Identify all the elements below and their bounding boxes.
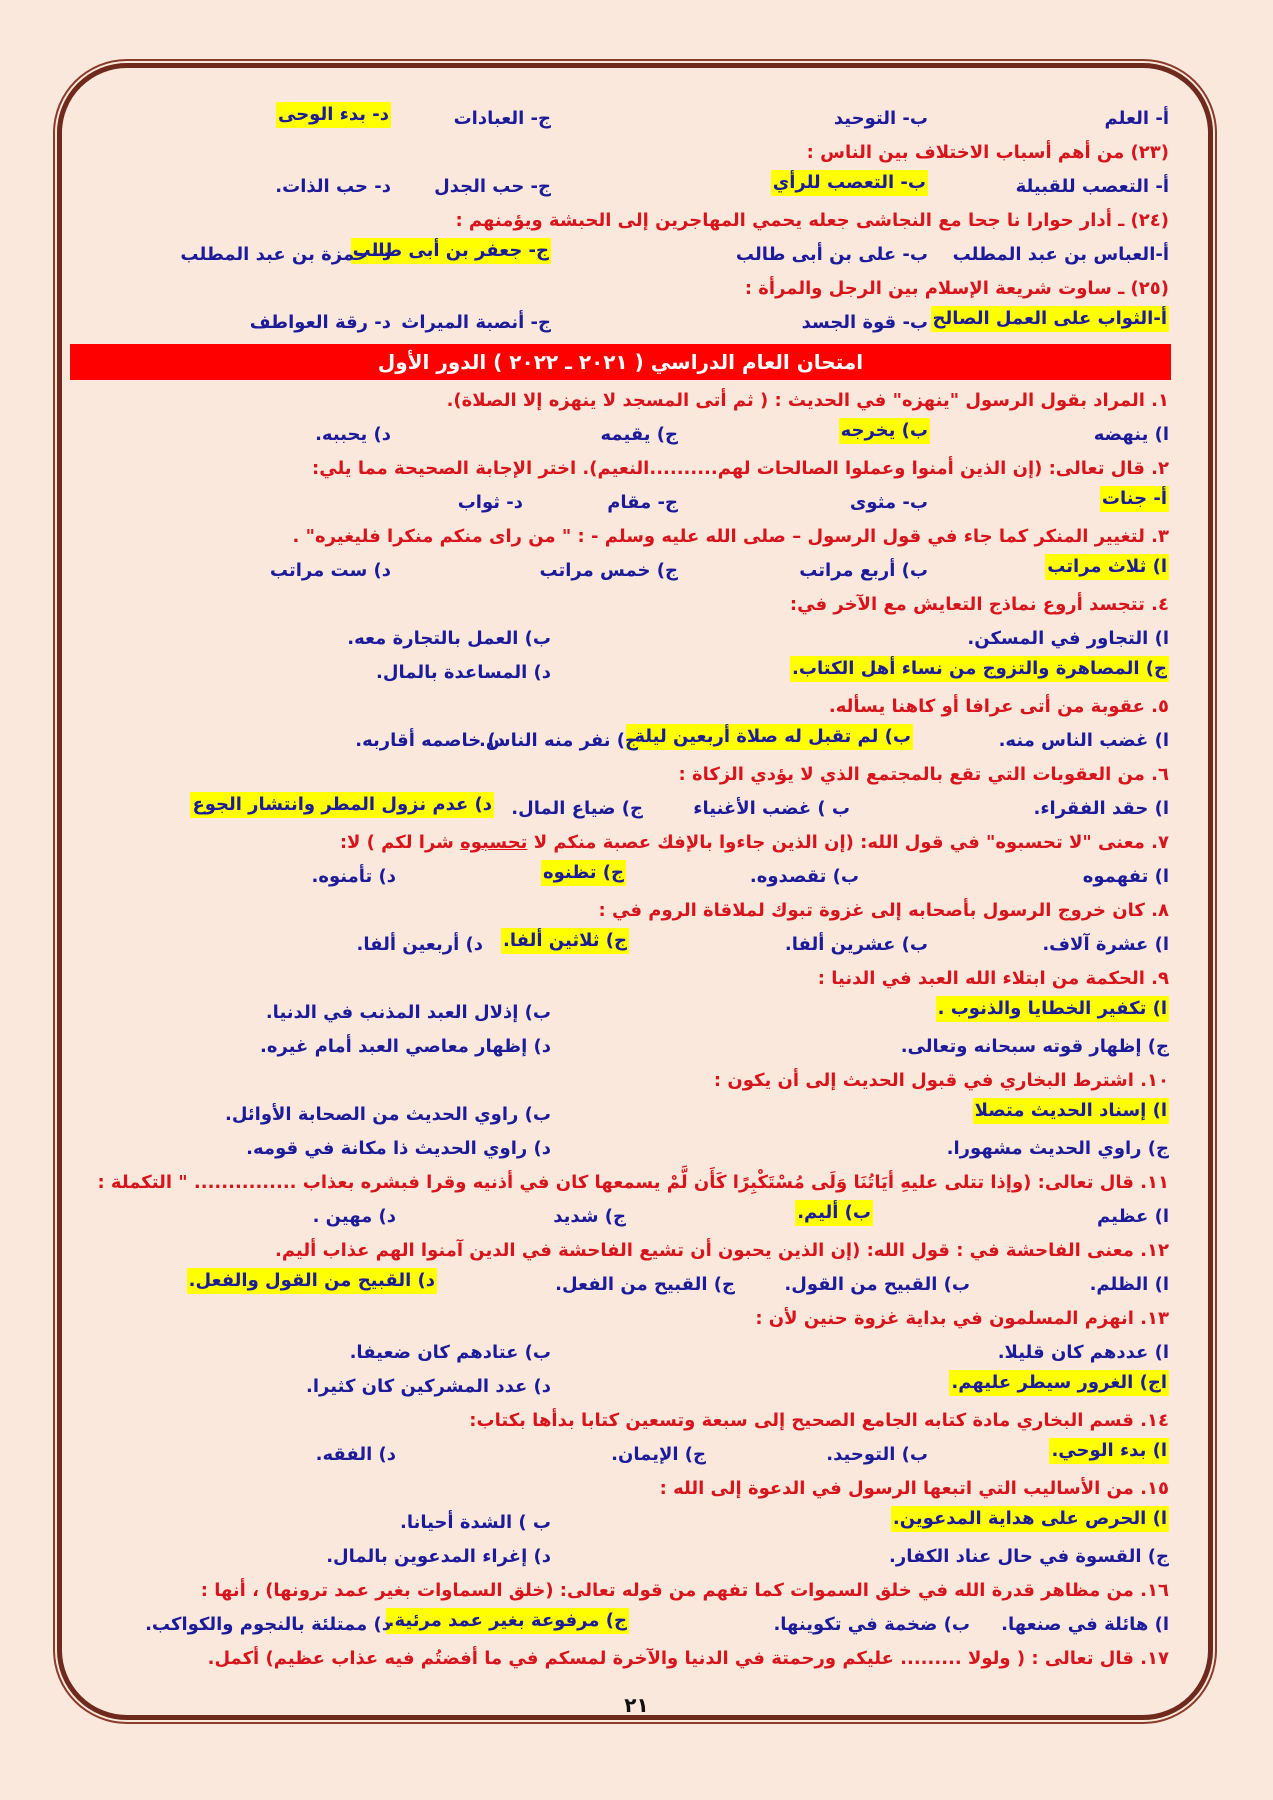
- answer-option[interactable]: ب- قوة الجسد: [801, 312, 928, 333]
- question-text: (٢٣) من أهم أسباب الاختلاف بين الناس :: [806, 142, 1169, 163]
- answer-option[interactable]: ج) المصاهرة والتزوج من نساء أهل الكتاب.: [790, 656, 1169, 682]
- question-text: [70, 826, 1169, 860]
- question-text: ٥. عقوبة من أتى عرافا أو كاهنا يسأله.: [828, 696, 1169, 717]
- answer-option[interactable]: ا) الحرص على هداية المدعوين.: [891, 1506, 1169, 1532]
- question-text: ١٦. من مظاهر قدرة الله في خلق السموات كما تفهم من قوله تعالى: (خلق السماوات بغير عمد ترونها) ، أنها :: [200, 1580, 1169, 1601]
- question-text: (٢٤) ـ أدار حوارا نا جحا مع النجاشى جعله يحمي المهاجرين إلى الحبشة ويؤمنهم :: [455, 210, 1169, 231]
- answer-option[interactable]: ا) غضب الناس منه.: [998, 730, 1169, 751]
- page-number: ٢١: [624, 1693, 649, 1717]
- question-text-part: ٧. معنى "لا تحسبوه" في قول الله: (إن الذين جاءوا بالإفك عصبة منكم لا: [527, 832, 1169, 853]
- answer-option[interactable]: ج) ضياع المال.: [511, 798, 643, 819]
- question-text: ١٢. معنى الفاحشة في : قول الله: (إن الذين يحبون أن تشيع الفاحشة في الدين آمنوا الهم عذاب أليم.: [275, 1240, 1169, 1261]
- answer-option[interactable]: ا) عظيم: [1097, 1206, 1169, 1227]
- question-text: (٢٥) ـ ساوت شريعة الإسلام بين الرجل والمرأة :: [744, 278, 1169, 299]
- options-row: [70, 238, 1169, 272]
- answer-option[interactable]: ج) نفر منه الناس.: [478, 730, 638, 751]
- answer-option[interactable]: د- حب الذات.: [275, 176, 391, 197]
- answer-option[interactable]: ا) بدء الوحي.: [1049, 1438, 1169, 1464]
- answer-option[interactable]: د) راوي الحديث ذا مكانة في قومه.: [246, 1138, 551, 1159]
- answer-option[interactable]: ج) مرفوعة بغير عمد مرئية.: [386, 1608, 629, 1634]
- options-row: [70, 554, 1169, 588]
- options-row: [70, 656, 1169, 690]
- answer-option[interactable]: ج) القبيح من الفعل.: [555, 1274, 735, 1295]
- options-row: [70, 1268, 1169, 1302]
- question-text: ١١. قال تعالى: (وإذا تتلى عليهِ أيَاتُنَا وَلَى مُسْتَكْبِرًا كَأَن لَّمْ يسمعها كان في أذنيه وقرا فبشره بعذاب ............... " التكملة :: [97, 1172, 1169, 1193]
- answer-option[interactable]: د- حمزة بن عبد المطلب: [180, 244, 391, 265]
- answer-option[interactable]: ب ) غضب الأغنياء: [693, 798, 850, 819]
- answer-option[interactable]: أ- التعصب للقبيلة: [1015, 176, 1169, 197]
- options-row: [70, 1540, 1169, 1574]
- answer-option[interactable]: ا) حقد الفقراء.: [1033, 798, 1169, 819]
- question-text: ١٠. اشترط البخاري في قبول الحديث إلى أن يكون :: [713, 1070, 1169, 1091]
- answer-option[interactable]: أ- العلم: [1104, 108, 1169, 129]
- options-row: [70, 724, 1169, 758]
- answer-option[interactable]: ا) ينهضه: [1093, 424, 1169, 445]
- answer-option[interactable]: ب) القبيح من القول.: [784, 1274, 970, 1295]
- answer-option[interactable]: ب) عتادهم كان ضعيفا.: [349, 1342, 551, 1363]
- answer-option[interactable]: ج) راوي الحديث مشهورا.: [946, 1138, 1169, 1159]
- answer-option[interactable]: د) المساعدة بالمال.: [376, 662, 551, 683]
- options-row: [70, 1608, 1169, 1642]
- answer-option[interactable]: د) خاصمه أقاربه.: [355, 730, 505, 751]
- answer-option[interactable]: ج- حب الجدل: [434, 176, 551, 197]
- answer-option[interactable]: ب) يخرجه: [839, 418, 930, 444]
- answer-option[interactable]: ج) القسوة في حال عناد الكفار.: [889, 1546, 1169, 1567]
- options-row: [70, 486, 1169, 520]
- answer-option[interactable]: أ-العباس بن عبد المطلب: [952, 244, 1169, 265]
- answer-option[interactable]: ب- على بن أبى طالب: [735, 244, 928, 265]
- answer-option[interactable]: ب- مثوى: [849, 492, 928, 513]
- answer-option[interactable]: أ-الثواب على العمل الصالح: [931, 306, 1170, 332]
- answer-option[interactable]: د) تأمنوه.: [311, 866, 396, 887]
- question-text: ٦. من العقوبات التي تقع بالمجتمع الذي لا يؤدي الزكاة :: [678, 764, 1169, 785]
- answer-option[interactable]: د- بدء الوحى: [276, 102, 391, 128]
- options-row: [70, 102, 1169, 136]
- options-row: [70, 1336, 1169, 1370]
- answer-option[interactable]: ا) تفهموه: [1082, 866, 1169, 887]
- question-text: ١٧. قال تعالى : ( ولولا ......... عليكم ورحمتة في الدنيا والآخرة لمسكم في ما أفضتُم فيه عذاب عظيم) أكمل.: [207, 1648, 1169, 1669]
- answer-option[interactable]: ب) عشرين ألفا.: [784, 934, 928, 955]
- answer-option[interactable]: ج) شديد: [553, 1206, 626, 1227]
- answer-option[interactable]: د) عدم نزول المطر وانتشار الجوع: [190, 792, 494, 818]
- question-text: ٨. كان خروج الرسول بأصحابه إلى غزوة تبوك لملاقاة الروم في :: [598, 900, 1169, 921]
- options-row: [70, 1370, 1169, 1404]
- answer-option[interactable]: د) ممتلئة بالنجوم والكواكب.: [145, 1614, 391, 1635]
- answer-option[interactable]: ب) ضخمة في تكوينها.: [773, 1614, 970, 1635]
- answer-option[interactable]: ج) ثلاثين ألفا.: [501, 928, 629, 954]
- question-text: ٤. تتجسد أروع نماذج التعايش مع الآخر في:: [789, 594, 1169, 615]
- options-row: [70, 1438, 1169, 1472]
- answer-option[interactable]: د- ثواب: [457, 492, 523, 513]
- question-text: ١٣. انهزم المسلمون في بداية غزوة حنين لأن :: [755, 1308, 1169, 1329]
- answer-option[interactable]: ج) يقيمه: [600, 424, 678, 445]
- answer-option[interactable]: د) إظهار معاصي العبد أمام غيره.: [260, 1036, 551, 1057]
- options-row: [70, 928, 1169, 962]
- underlined-word: تحسبوه: [460, 832, 528, 853]
- answer-option[interactable]: د) أربعين ألفا.: [356, 934, 483, 955]
- answer-option[interactable]: ج- أنصبة الميراث: [401, 312, 551, 333]
- options-row: [70, 1506, 1169, 1540]
- answer-option[interactable]: ب) تقصدوه.: [749, 866, 859, 887]
- answer-option[interactable]: ا) إسناد الحديث متصلا: [973, 1098, 1169, 1124]
- answer-option[interactable]: د) ست مراتب: [269, 560, 391, 581]
- options-row: [70, 622, 1169, 656]
- answer-option[interactable]: ب) لم تقبل له صلاة أربعين ليلة.: [626, 724, 913, 750]
- answer-option[interactable]: ج) إظهار قوته سبحانه وتعالى.: [900, 1036, 1169, 1057]
- answer-option[interactable]: ج) الإيمان.: [611, 1444, 706, 1465]
- answer-option[interactable]: ج- مقام: [607, 492, 678, 513]
- answer-option[interactable]: ب) العمل بالتجارة معه.: [347, 628, 551, 649]
- answer-option[interactable]: د) يحببه.: [315, 424, 391, 445]
- answer-option[interactable]: ب) إذلال العبد المذنب في الدنيا.: [265, 1002, 551, 1023]
- options-row: [70, 1200, 1169, 1234]
- options-row: [70, 418, 1169, 452]
- answer-option[interactable]: ج- العبادات: [453, 108, 551, 129]
- answer-option[interactable]: ا) عشرة آلاف.: [1042, 934, 1169, 955]
- answer-option[interactable]: ا) عددهم كان قليلا.: [997, 1342, 1169, 1363]
- question-text: ١٤. قسم البخاري مادة كتابه الجامع الصحيح إلى سبعة وتسعين كتابا بدأها بكتاب:: [469, 1410, 1169, 1431]
- question-text: ٩. الحكمة من ابتلاء الله العبد في الدنيا :: [817, 968, 1169, 989]
- answer-option[interactable]: ا) تكفير الخطايا والذنوب .: [936, 996, 1169, 1022]
- answer-option[interactable]: ب) راوي الحديث من الصحابة الأوائل.: [225, 1104, 551, 1125]
- options-row: [70, 1030, 1169, 1064]
- answer-option[interactable]: ج) تظنوه: [541, 860, 626, 886]
- answer-option[interactable]: ج- جعفر بن أبى طالب: [351, 238, 551, 264]
- answer-option[interactable]: د) عدد المشركين كان كثيرا.: [306, 1376, 551, 1397]
- answer-option[interactable]: اج) الغرور سيطر عليهم.: [949, 1370, 1169, 1396]
- answer-option[interactable]: ا) التجاور في المسكن.: [967, 628, 1169, 649]
- answer-option[interactable]: ج) خمس مراتب: [539, 560, 678, 581]
- answer-option[interactable]: ب ) الشدة أحيانا.: [400, 1512, 551, 1533]
- question-text: ١. المراد بقول الرسول "ينهزه" في الحديث : ( ثم أتى المسجد لا ينهزه إلا الصلاة).: [446, 390, 1169, 411]
- question-text: ٢. قال تعالى: (إن الذين أمنوا وعملوا الصالحات لهم..........النعيم). اختر الإجابة الصحيحة مما يلي:: [312, 458, 1169, 479]
- answer-option[interactable]: ا) ثلاث مراتب: [1045, 554, 1169, 580]
- answer-option[interactable]: أ- جنات: [1100, 486, 1169, 512]
- question-text: ٣. لتغيير المنكر كما جاء في قول الرسول – صلى الله عليه وسلم - : " من راى منكم منكرا فليغيره" .: [292, 526, 1169, 547]
- answer-option[interactable]: ب- التعصب للرأي: [771, 170, 928, 196]
- answer-option[interactable]: د) إغراء المدعوين بالمال.: [326, 1546, 551, 1567]
- answer-option[interactable]: د) مهين .: [312, 1206, 396, 1227]
- options-row: [70, 792, 1169, 826]
- options-row: [70, 860, 1169, 894]
- answer-option[interactable]: د) الفقه.: [315, 1444, 396, 1465]
- answer-option[interactable]: ب) التوحيد.: [826, 1444, 928, 1465]
- options-row: [70, 1132, 1169, 1166]
- options-row: [70, 306, 1169, 340]
- answer-option[interactable]: ا) الظلم.: [1089, 1274, 1169, 1295]
- question-text: ١٥. من الأساليب التي اتبعها الرسول في الدعوة إلى الله :: [659, 1478, 1169, 1499]
- answer-option[interactable]: د- رقة العواطف: [249, 312, 391, 333]
- options-row: [70, 170, 1169, 204]
- options-row: [70, 1098, 1169, 1132]
- exam-content: [70, 102, 1169, 1676]
- answer-option[interactable]: ب- التوحيد: [833, 108, 928, 129]
- answer-option[interactable]: ا) هائلة في صنعها.: [1001, 1614, 1169, 1635]
- answer-option[interactable]: د) القبيح من القول والفعل.: [187, 1268, 437, 1294]
- exam-year-banner: امتحان العام الدراسي ( ٢٠٢١ ـ ٢٠٢٢ ) الدور الأول: [70, 344, 1171, 380]
- answer-option[interactable]: ب) أليم.: [795, 1200, 873, 1226]
- options-row: [70, 996, 1169, 1030]
- answer-option[interactable]: ب) أربع مراتب: [799, 560, 928, 581]
- question-text-part: شرا لكم ) لا:: [339, 832, 461, 853]
